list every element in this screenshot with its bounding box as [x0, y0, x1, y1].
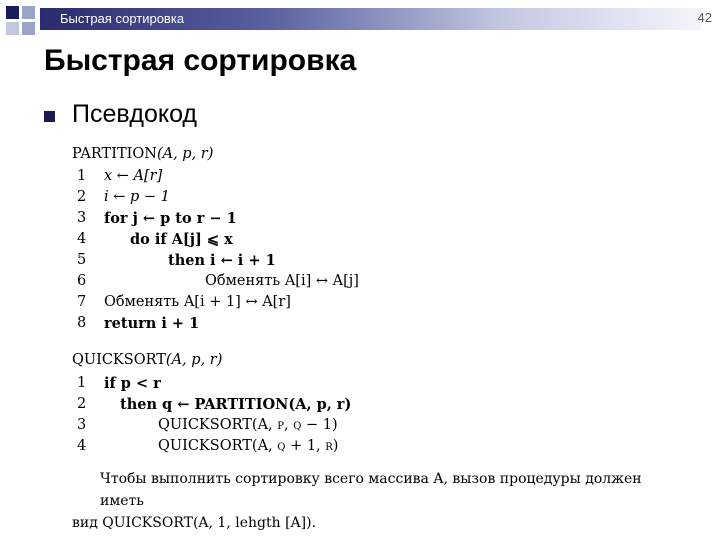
- bullet-square-icon: [44, 111, 55, 122]
- partition-signature: [72, 146, 213, 162]
- code-line: QUICKSORT(A, p, q − 1): [158, 417, 338, 433]
- code-line: i ← p − 1: [104, 189, 170, 205]
- header-title: Быстрая сортировка: [60, 11, 185, 26]
- header-square-light: [22, 22, 35, 35]
- code-line: if p < r: [104, 375, 161, 392]
- partition-args: (A, p, r): [156, 146, 214, 162]
- code-line-number: 4: [77, 231, 87, 247]
- code-line-number: 7: [77, 294, 87, 310]
- code-line-number: 1: [77, 375, 87, 391]
- code-line: then q ← PARTITION(A, p, r): [120, 396, 352, 413]
- code-line-number: 3: [77, 210, 87, 226]
- code-line: x ← A[r]: [104, 168, 163, 184]
- code-line: return i + 1: [104, 315, 200, 332]
- code-line: for j ← p to r − 1: [104, 210, 237, 227]
- header-square-dark: [6, 6, 19, 19]
- partition-name: PARTITION: [72, 146, 157, 162]
- usage-note-line1: Чтобы выполнить сортировку всего массива A, вызов процедуры должен иметь: [100, 471, 642, 509]
- code-line: do if A[j] ⩽ x: [130, 231, 233, 248]
- code-line-number: 1: [77, 168, 87, 184]
- bullet-text: Псевдокод: [72, 100, 198, 128]
- quicksort-name: QUICKSORT: [72, 352, 166, 368]
- slide-title: Быстрая сортировка: [44, 44, 357, 77]
- code-line-number: 3: [77, 417, 87, 433]
- code-line-number: 8: [77, 315, 87, 331]
- code-line: Обменять A[i] ↔ A[j]: [205, 273, 359, 289]
- code-line-number: 4: [77, 438, 87, 454]
- code-line: then i ← i + 1: [168, 252, 276, 269]
- usage-note: [72, 468, 682, 534]
- usage-note-line2: вид QUICKSORT(A, 1, lehgth [A]).: [72, 515, 317, 531]
- page-number: 42: [697, 10, 712, 25]
- code-line-number: 2: [77, 189, 87, 205]
- code-line-number: 5: [77, 252, 87, 268]
- code-line-number: 6: [77, 273, 87, 289]
- code-line: QUICKSORT(A, q + 1, r): [158, 438, 339, 454]
- header-square-pale: [6, 22, 19, 35]
- quicksort-signature: [72, 352, 222, 368]
- quicksort-args: (A, p, r): [165, 352, 223, 368]
- header-square-light: [22, 6, 35, 19]
- code-line: Обменять A[i + 1] ↔ A[r]: [104, 294, 291, 310]
- code-line-number: 2: [77, 396, 87, 412]
